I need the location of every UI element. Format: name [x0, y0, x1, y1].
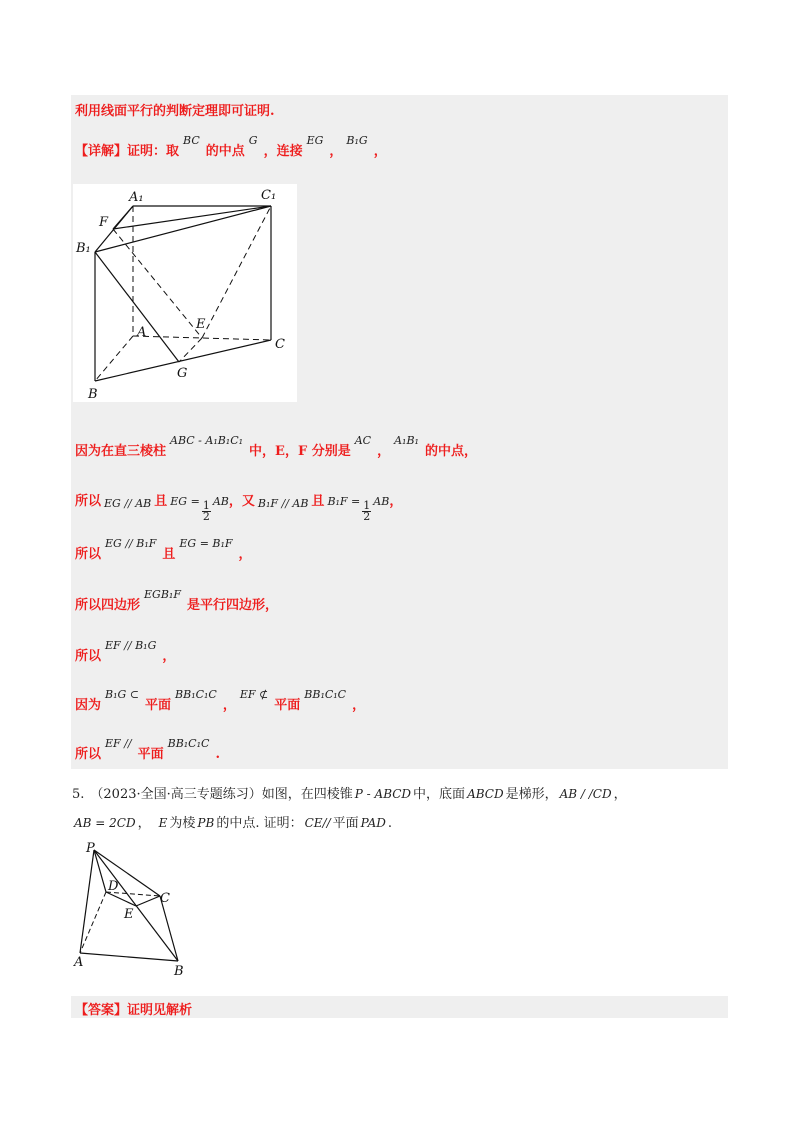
fraction-half-2: $\frac{1}{2}$ [363, 499, 371, 523]
label-c: C [160, 891, 170, 906]
problem-5-line-2: AB = 2CD ， E 为棱 PB 的中点. 证明： CE// 平面 PAD . [74, 816, 393, 831]
answer-line [75, 999, 192, 1018]
label-g: G [177, 366, 188, 381]
problem-5-line-1: 5. （2023·全国·高三专题练习）如图，在四棱锥 P - ABCD 中，底面 ABCD 是梯形， AB / /CD ， [72, 787, 627, 802]
step-6: 因为 B₁G ⊂ 平面 BB₁C₁C ， EF ⊄ 平面 BB₁C₁C ， [75, 688, 366, 713]
label-c1: C₁ [261, 188, 277, 203]
label-e: E [124, 907, 134, 922]
label-b: B [88, 387, 98, 402]
step-7: 所以 EF // 平面 BB₁C₁C . [75, 737, 220, 762]
label-f: F [99, 215, 109, 230]
label-p: P [86, 841, 95, 856]
step-2: 所以 EG // AB 且 EG = $\frac{1}{2}$ AB ，又 B₁F // AB 且 B₁F = $\frac{1}{2}$ AB ， [75, 494, 403, 523]
detail-label: 【详解】 [75, 144, 128, 159]
solution-intro: 利用线面平行的判断定理即可证明. [75, 104, 275, 119]
label-a: A [137, 325, 147, 340]
problem-number: 5. [72, 787, 85, 802]
step-1: 因为在直三棱柱 ABC - A₁B₁C₁ 中，E，F 分别是 AC ， A₁B₁ 的中点， [75, 434, 477, 459]
answer-text: 证明见解析 [127, 1003, 193, 1018]
step-3: 所以 EG // B₁F 且 EG = B₁F ， [75, 537, 252, 562]
label-b: B [174, 964, 184, 978]
fraction-half: $\frac{1}{2}$ [202, 499, 210, 523]
step-5: 所以 EF // B₁G ， [75, 639, 176, 664]
prism-figure [73, 184, 297, 402]
answer-label: 【答案】 [75, 1003, 128, 1018]
step-4: 所以四边形 EGB₁F 是平行四边形， [75, 588, 278, 613]
pyramid-figure [72, 838, 222, 978]
detail-line: 【详解】 证明：取 BC 的中点 G ，连接 EG ， B₁G ， [75, 134, 387, 159]
label-b1: B₁ [76, 241, 91, 256]
label-c: C [275, 337, 285, 352]
label-e: E [196, 317, 206, 332]
label-a: A [74, 955, 84, 970]
label-a1: A₁ [129, 190, 144, 205]
label-d: D [108, 879, 119, 894]
